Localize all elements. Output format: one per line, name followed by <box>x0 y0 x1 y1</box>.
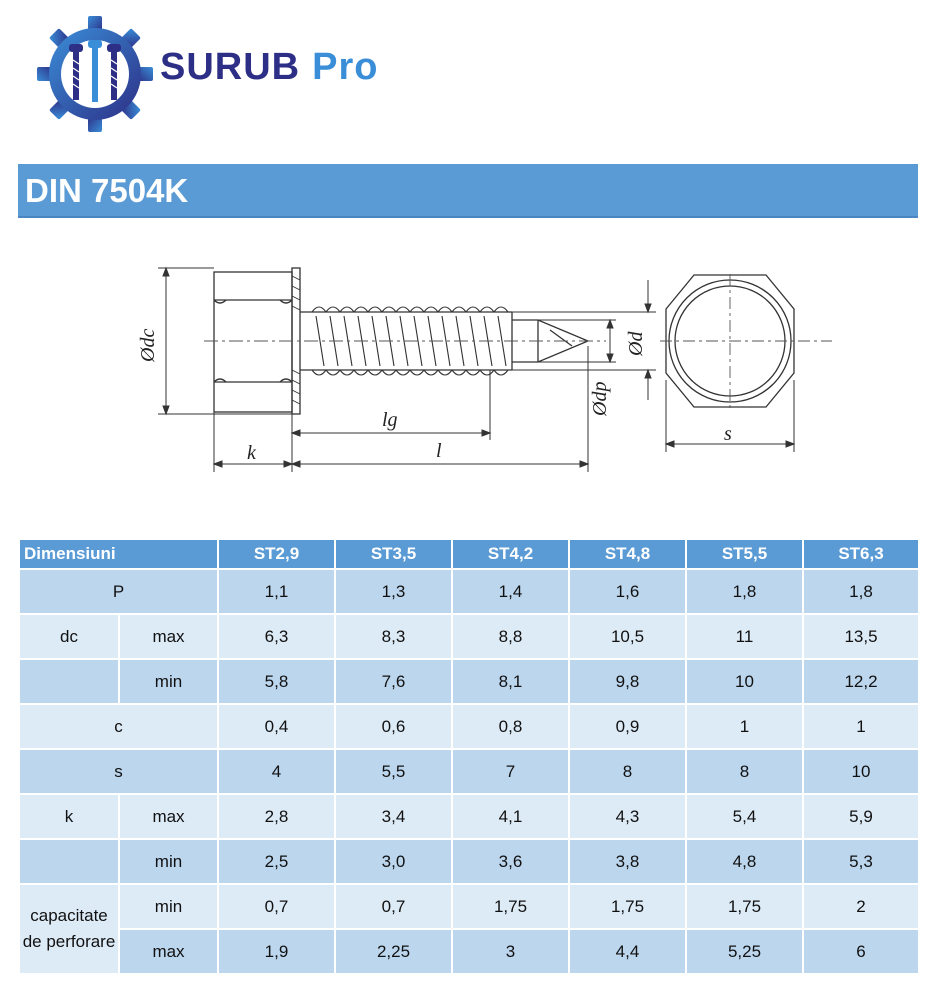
thread-crest <box>466 370 480 375</box>
table-cell: 12,2 <box>803 659 919 704</box>
table-cell: 7,6 <box>335 659 452 704</box>
table-cell: 8,8 <box>452 614 569 659</box>
thread-crest <box>382 307 396 312</box>
row-sublabel: max <box>119 794 218 839</box>
header-dimensiuni: Dimensiuni <box>19 539 218 569</box>
thread-crest <box>438 307 452 312</box>
thread-crest <box>326 370 340 375</box>
thread-crest <box>396 370 410 375</box>
label-k: k <box>247 442 256 464</box>
table-cell: 4,8 <box>686 839 803 884</box>
table-row <box>19 749 919 794</box>
dimensions-table <box>18 538 920 975</box>
table-cell: 1,4 <box>452 569 569 614</box>
table-cell: 4,3 <box>569 794 686 839</box>
table-cell: 5,25 <box>686 929 803 974</box>
row-sublabel: min <box>119 839 218 884</box>
table-cell: 2,5 <box>218 839 335 884</box>
thread-crest <box>312 370 326 375</box>
table-cell: 5,9 <box>803 794 919 839</box>
table-row <box>19 884 919 929</box>
table-cell: 1,75 <box>569 884 686 929</box>
table-cell: 0,7 <box>335 884 452 929</box>
table-cell: 1,1 <box>218 569 335 614</box>
table-cell: 5,8 <box>218 659 335 704</box>
row-sublabel: max <box>119 929 218 974</box>
label-s: s <box>724 423 732 445</box>
table-cell: 1 <box>686 704 803 749</box>
table-cell: 4,1 <box>452 794 569 839</box>
thread-crest <box>312 307 326 312</box>
table-cell: 6,3 <box>218 614 335 659</box>
table-cell: 8 <box>686 749 803 794</box>
table-cell: 4 <box>218 749 335 794</box>
table-row <box>19 614 919 659</box>
brand-name <box>160 46 378 89</box>
header-st6-3: ST6,3 <box>803 539 919 569</box>
screw-technical-drawing <box>120 250 840 480</box>
table-row <box>19 704 919 749</box>
table-cell: 10 <box>803 749 919 794</box>
table-cell: 4,4 <box>569 929 686 974</box>
header-st4-8: ST4,8 <box>569 539 686 569</box>
table-cell: 11 <box>686 614 803 659</box>
page-title: DIN 7504K <box>25 172 189 209</box>
row-sublabel: min <box>119 659 218 704</box>
brand-name-part1: SURUB <box>160 46 301 88</box>
header-st3-5: ST3,5 <box>335 539 452 569</box>
thread-crest <box>424 307 438 312</box>
thread-crest <box>466 307 480 312</box>
table-cell: 3,6 <box>452 839 569 884</box>
label-lg: lg <box>382 409 398 431</box>
table-cell: 9,8 <box>569 659 686 704</box>
header-st4-2: ST4,2 <box>452 539 569 569</box>
row-sublabel: max <box>119 614 218 659</box>
label-l: l <box>436 440 442 462</box>
thread-crest <box>354 370 368 375</box>
thread-crest <box>438 370 452 375</box>
table-row <box>19 929 919 974</box>
table-cell: 10 <box>686 659 803 704</box>
table-cell: 10,5 <box>569 614 686 659</box>
brand-name-part2: Pro <box>312 46 379 88</box>
table-cell: 1,6 <box>569 569 686 614</box>
thread-crest <box>494 370 508 375</box>
table-cell: 7 <box>452 749 569 794</box>
table-row <box>19 839 919 884</box>
table-cell: 3,4 <box>335 794 452 839</box>
table-cell: 1,75 <box>686 884 803 929</box>
thread-crest <box>340 370 354 375</box>
thread-crest <box>326 307 340 312</box>
table-cell: 1,9 <box>218 929 335 974</box>
title-bar <box>18 164 918 218</box>
thread-crest <box>354 307 368 312</box>
table-cell: 1,75 <box>452 884 569 929</box>
table-cell: 0,7 <box>218 884 335 929</box>
header-st2-9: ST2,9 <box>218 539 335 569</box>
thread-crest <box>452 307 466 312</box>
table-row <box>19 659 919 704</box>
thread-crest <box>480 307 494 312</box>
label-dc: Ødc <box>137 328 159 362</box>
table-cell: 0,9 <box>569 704 686 749</box>
row-sublabel: min <box>119 884 218 929</box>
thread-crest <box>368 307 382 312</box>
thread-crest <box>494 307 508 312</box>
thread-crest <box>410 307 424 312</box>
thread-crest <box>340 307 354 312</box>
table-cell: 8,3 <box>335 614 452 659</box>
thread-crest <box>396 307 410 312</box>
table-cell: 2,8 <box>218 794 335 839</box>
table-cell: 5,4 <box>686 794 803 839</box>
table-cell: 0,8 <box>452 704 569 749</box>
table-cell: 0,6 <box>335 704 452 749</box>
table-row <box>19 569 919 614</box>
table-cell: 8,1 <box>452 659 569 704</box>
table-cell: 6 <box>803 929 919 974</box>
thread-crest <box>480 370 494 375</box>
table-cell: 5,5 <box>335 749 452 794</box>
row-label: P <box>19 569 218 614</box>
table-cell: 1,8 <box>686 569 803 614</box>
thread-crest <box>452 370 466 375</box>
thread-crest <box>382 370 396 375</box>
table-cell: 3,8 <box>569 839 686 884</box>
table-cell: 5,3 <box>803 839 919 884</box>
table-cell: 1 <box>803 704 919 749</box>
row-label: capacitate de perforare <box>19 884 119 974</box>
row-label: s <box>19 749 218 794</box>
thread-crest <box>424 370 438 375</box>
table-cell: 3,0 <box>335 839 452 884</box>
thread-crest <box>368 370 382 375</box>
row-label: dc <box>19 614 119 659</box>
table-header-row <box>19 539 919 569</box>
thread-crest <box>410 370 424 375</box>
table-cell: 1,8 <box>803 569 919 614</box>
table-cell: 1,3 <box>335 569 452 614</box>
table-cell: 13,5 <box>803 614 919 659</box>
row-label: k <box>19 794 119 839</box>
row-label <box>19 659 119 704</box>
label-d: Ød <box>625 331 647 356</box>
label-dp: Ødp <box>589 381 611 416</box>
header-st5-5: ST5,5 <box>686 539 803 569</box>
table-cell: 8 <box>569 749 686 794</box>
table-cell: 2,25 <box>335 929 452 974</box>
table-cell: 3 <box>452 929 569 974</box>
table-row <box>19 794 919 839</box>
row-label <box>19 839 119 884</box>
table-cell: 0,4 <box>218 704 335 749</box>
brand-logo-icon <box>35 14 155 134</box>
row-label: c <box>19 704 218 749</box>
table-cell: 2 <box>803 884 919 929</box>
